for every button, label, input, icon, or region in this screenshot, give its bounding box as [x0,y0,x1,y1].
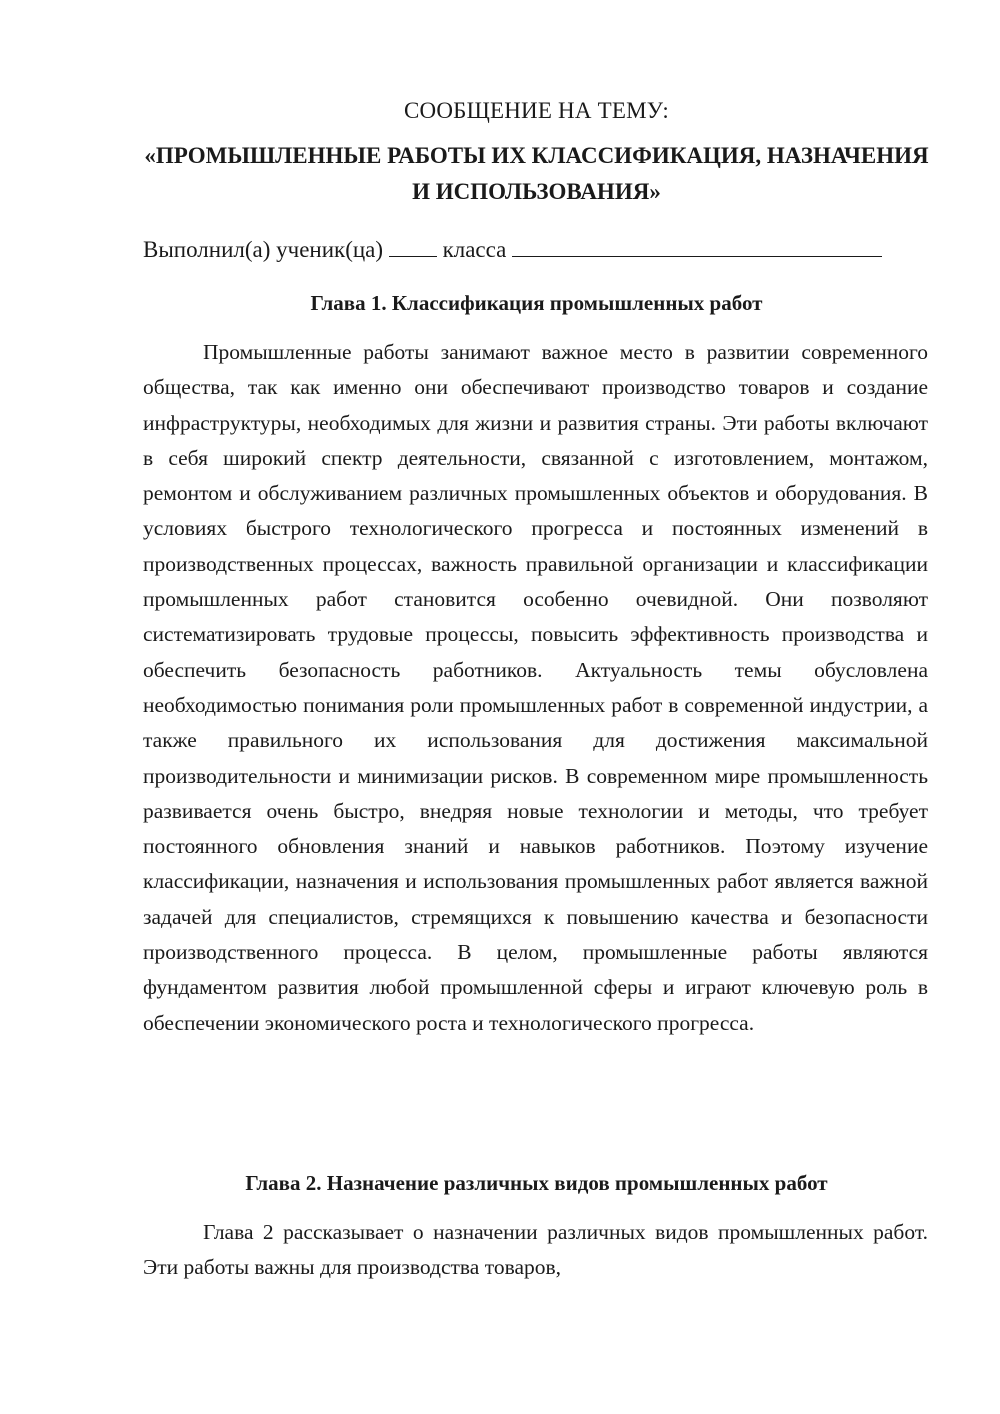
grade-blank [389,230,437,257]
class-blank [512,230,882,257]
chapter-2-heading: Глава 2. Назначение различных видов промышленных работ [245,1171,828,1195]
grade-label: класса [442,237,507,262]
author-line [143,230,943,268]
chapter-1-heading: Глава 1. Классификация промышленных работ [310,291,763,315]
chapter-2-paragraph: Глава 2 рассказывает о назначении различных видов промышленных работ. Эти работы важны для производства товаров, [143,1220,928,1280]
performed-by-label: Выполнил(а) ученик(ца) [143,237,384,262]
document-title: «ПРОМЫШЛЕННЫЕ РАБОТЫ ИХ КЛАССИФИКАЦИЯ, НАЗНАЧЕНИЯ И ИСПОЛЬЗОВАНИЯ» [144,143,929,204]
chapter-1-paragraph: Промышленные работы занимают важное место в развитии современного общества, так как именно они обеспечивают производство товаров и создание инфраструктуры, необходимых для жизни и развития страны. Эти работы включают в себя широкий спектр деятельности, связанной с изготовлением, монтажом, ремонтом и обслуживанием различных промышленных объектов и оборудования. В условиях быстрого технологического прогресса и постоянных изменений в производственных процессах, важность правильной организации и классификации промышленных работ становится особенно очевидной. Они позволяют систематизировать трудовые процессы, повысить эффективность производства и обеспечить безопасность работников. Актуальность темы обусловлена необходимостью понимания роли промышленных работ в современной индустрии, а также правильного их использования для достижения максимальной производительности и минимизации рисков. В современном мире промышленность развивается очень быстро, внедряя новые технологии и методы, что требует постоянного обновления знаний и навыков работников. Поэтому изучение классификации, назначения и использования промышленных работ является важной задачей для специалистов, стремящихся к повышению качества и безопасности производственного процесса. В целом, промышленные работы являются фундаментом развития любой промышленной сферы и играют ключевую роль в обеспечении экономического роста и технологического прогресса. [143,340,928,1035]
document-subject: СООБЩЕНИЕ НА ТЕМУ: [404,98,669,123]
document-header [143,93,930,210]
